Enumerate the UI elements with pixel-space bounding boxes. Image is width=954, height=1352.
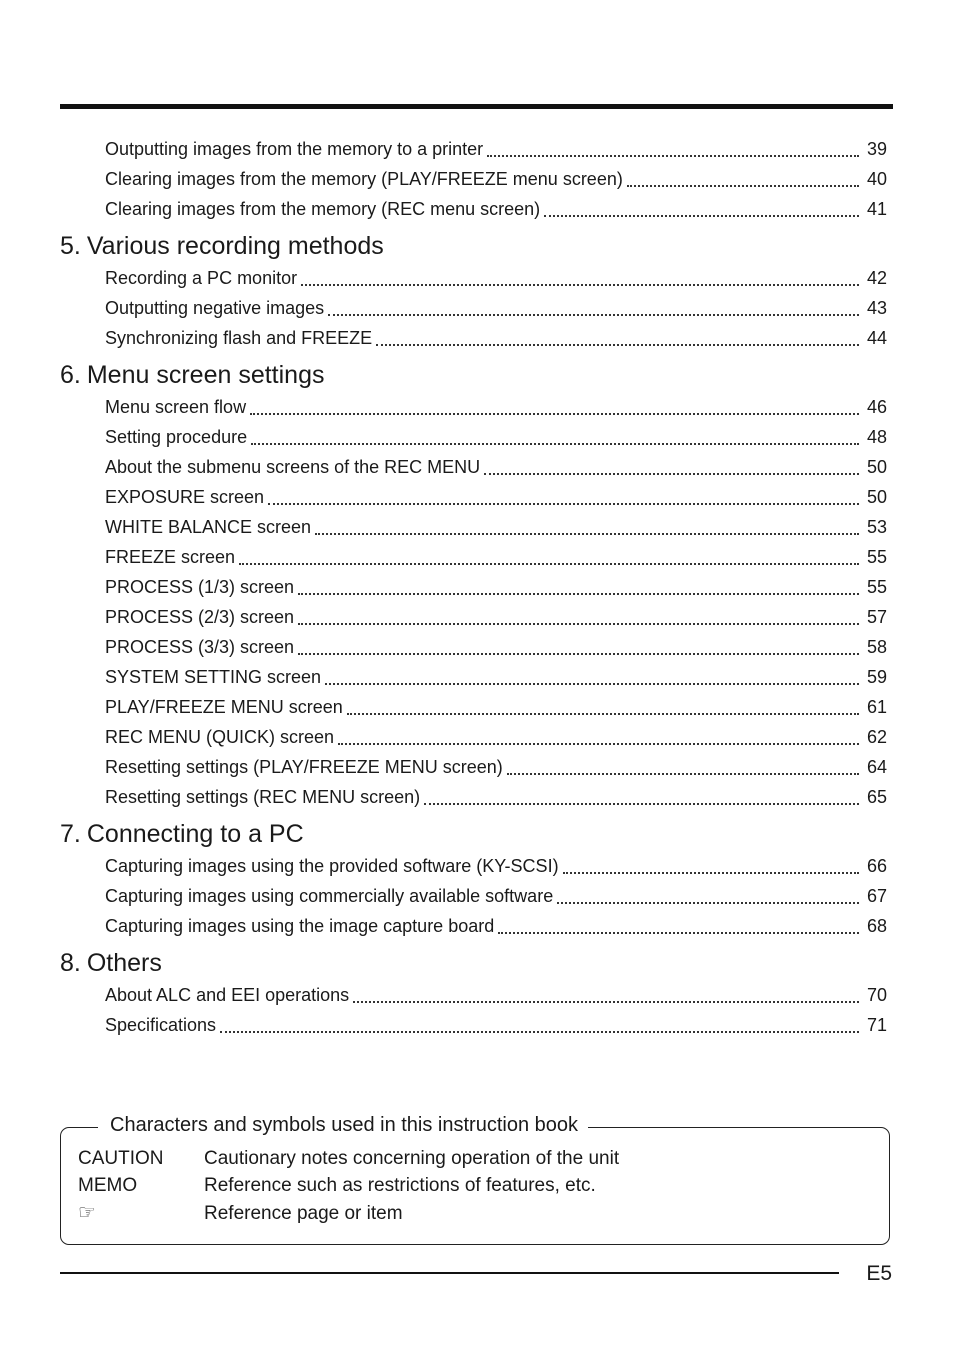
- toc-entry[interactable]: [60, 572, 887, 602]
- toc-entry-title: PLAY/FREEZE MENU screen: [105, 697, 343, 717]
- section-heading[interactable]: [60, 231, 887, 261]
- toc-entry-page: 44: [866, 328, 887, 348]
- toc-entry[interactable]: [60, 164, 887, 194]
- toc-entry[interactable]: [60, 194, 887, 224]
- dot-leader: [268, 485, 859, 505]
- toc-entry[interactable]: [60, 911, 887, 941]
- toc-entry[interactable]: [60, 263, 887, 293]
- toc-entry-page: 58: [866, 637, 887, 657]
- dot-leader: [376, 326, 859, 346]
- toc-entry-title: WHITE BALANCE screen: [105, 517, 312, 537]
- dot-leader: [563, 854, 859, 874]
- section-heading[interactable]: [60, 948, 887, 978]
- toc-entry-title: Menu screen flow: [105, 397, 247, 417]
- legend-row-memo: [78, 1173, 596, 1199]
- section-title: Connecting to a PC: [86, 820, 304, 848]
- dot-leader: [328, 296, 859, 316]
- toc-entry[interactable]: [60, 1010, 887, 1040]
- toc-entry-title: PROCESS (2/3) screen: [105, 607, 295, 627]
- toc-entry[interactable]: [60, 662, 887, 692]
- table-of-contents: [60, 134, 887, 1040]
- dot-leader: [315, 515, 859, 535]
- toc-entry[interactable]: [60, 632, 887, 662]
- toc-entry-page: 55: [866, 577, 887, 597]
- toc-entry-page: 64: [866, 757, 887, 777]
- dot-leader: [353, 983, 859, 1003]
- dot-leader: [627, 167, 859, 187]
- toc-entry-title: EXPOSURE screen: [105, 487, 265, 507]
- toc-entry[interactable]: [60, 881, 887, 911]
- toc-entry-page: 70: [866, 985, 887, 1005]
- section-heading[interactable]: [60, 360, 887, 390]
- section-number: 8.: [60, 949, 81, 977]
- toc-entry-title: Setting procedure: [105, 427, 248, 447]
- toc-entry[interactable]: [60, 722, 887, 752]
- dot-leader: [347, 695, 859, 715]
- dot-leader: [298, 605, 859, 625]
- dot-leader: [239, 545, 859, 565]
- toc-entry-page: 40: [866, 169, 887, 189]
- toc-entry-page: 57: [866, 607, 887, 627]
- dot-leader: [301, 266, 859, 286]
- toc-entry-page: 66: [866, 856, 887, 876]
- toc-entry-title: Clearing images from the memory (REC menu screen): [105, 199, 541, 219]
- legend-description: Reference page or item: [204, 1203, 403, 1224]
- dot-leader: [338, 725, 859, 745]
- dot-leader: [250, 395, 859, 415]
- toc-entry[interactable]: [60, 752, 887, 782]
- legend-row-reference: [78, 1200, 403, 1227]
- toc-entry-title: Clearing images from the memory (PLAY/FREEZE menu screen): [105, 169, 623, 189]
- toc-entry[interactable]: [60, 692, 887, 722]
- toc-entry-page: 67: [866, 886, 887, 906]
- toc-entry-page: 59: [866, 667, 887, 687]
- dot-leader: [424, 785, 859, 805]
- toc-entry-page: 48: [866, 427, 887, 447]
- dot-leader: [220, 1013, 859, 1033]
- toc-entry-title: PROCESS (3/3) screen: [105, 637, 295, 657]
- toc-entry-page: 53: [866, 517, 887, 537]
- legend-term: CAUTION: [78, 1148, 164, 1169]
- toc-entry-page: 68: [866, 916, 887, 936]
- toc-entry-title: Outputting negative images: [105, 298, 325, 318]
- pointing-hand-icon: ☞: [78, 1202, 96, 1224]
- section-number: 6.: [60, 361, 81, 389]
- toc-entry-page: 46: [866, 397, 887, 417]
- toc-entry[interactable]: [60, 782, 887, 812]
- toc-entry-page: 50: [866, 457, 887, 477]
- section-heading[interactable]: [60, 819, 887, 849]
- toc-entry-page: 41: [866, 199, 887, 219]
- toc-entry[interactable]: [60, 452, 887, 482]
- legend-term: [78, 1200, 204, 1227]
- toc-entry[interactable]: [60, 542, 887, 572]
- toc-entry[interactable]: [60, 851, 887, 881]
- legend-term: MEMO: [78, 1175, 138, 1196]
- toc-entry-title: About the submenu screens of the REC MENU: [105, 457, 481, 477]
- page-number: E5: [866, 1262, 892, 1285]
- toc-entry[interactable]: [60, 512, 887, 542]
- toc-entry-page: 42: [866, 268, 887, 288]
- section-title: Various recording methods: [86, 232, 384, 260]
- dot-leader: [487, 137, 859, 157]
- toc-entry-title: Capturing images using commercially available software: [105, 886, 554, 906]
- toc-entry-title: REC MENU (QUICK) screen: [105, 727, 335, 747]
- toc-entry[interactable]: [60, 293, 887, 323]
- toc-entry[interactable]: [60, 323, 887, 353]
- dot-leader: [298, 635, 859, 655]
- toc-entry-title: PROCESS (1/3) screen: [105, 577, 295, 597]
- toc-entry[interactable]: [60, 392, 887, 422]
- section-number: 5.: [60, 232, 81, 260]
- toc-entry-page: 50: [866, 487, 887, 507]
- toc-entry-page: 71: [866, 1015, 887, 1035]
- dot-leader: [251, 425, 859, 445]
- toc-entry-title: Resetting settings (PLAY/FREEZE MENU screen): [105, 757, 503, 777]
- toc-entry-page: 43: [866, 298, 887, 318]
- toc-entry-title: About ALC and EEI operations: [105, 985, 350, 1005]
- toc-entry[interactable]: [60, 602, 887, 632]
- toc-entry-title: SYSTEM SETTING screen: [105, 667, 322, 687]
- toc-entry-page: 39: [866, 139, 887, 159]
- section-number: 7.: [60, 820, 81, 848]
- toc-entry-page: 65: [866, 787, 887, 807]
- section-title: Others: [86, 949, 162, 977]
- toc-entry-title: FREEZE screen: [105, 547, 236, 567]
- toc-entry-title: Specifications: [105, 1015, 217, 1035]
- dot-leader: [298, 575, 859, 595]
- dot-leader: [498, 914, 859, 934]
- legend-row-caution: [78, 1146, 619, 1172]
- toc-entry-title: Outputting images from the memory to a printer: [105, 139, 484, 159]
- toc-entry-title: Recording a PC monitor: [105, 268, 298, 288]
- toc-entry[interactable]: [60, 482, 887, 512]
- legend-description: Reference such as restrictions of features, etc.: [204, 1175, 596, 1196]
- top-rule: [60, 104, 893, 109]
- dot-leader: [544, 197, 859, 217]
- dot-leader: [325, 665, 859, 685]
- toc-entry-title: Capturing images using the image capture board: [105, 916, 495, 936]
- bottom-rule: [60, 1272, 839, 1274]
- toc-entry-title: Capturing images using the provided software (KY-SCSI): [105, 856, 559, 876]
- legend-title: Characters and symbols used in this instruction book: [98, 1112, 588, 1138]
- toc-entry[interactable]: [60, 980, 887, 1010]
- toc-entry[interactable]: [60, 422, 887, 452]
- toc-entry-page: 62: [866, 727, 887, 747]
- toc-entry-title: Resetting settings (REC MENU screen): [105, 787, 421, 807]
- dot-leader: [507, 755, 859, 775]
- toc-entry-page: 55: [866, 547, 887, 567]
- toc-entry-title: Synchronizing flash and FREEZE: [105, 328, 373, 348]
- toc-entry[interactable]: [60, 134, 887, 164]
- toc-entry-page: 61: [866, 697, 887, 717]
- dot-leader: [557, 884, 859, 904]
- legend-description: Cautionary notes concerning operation of the unit: [204, 1148, 620, 1169]
- section-title: Menu screen settings: [86, 361, 325, 389]
- dot-leader: [484, 455, 859, 475]
